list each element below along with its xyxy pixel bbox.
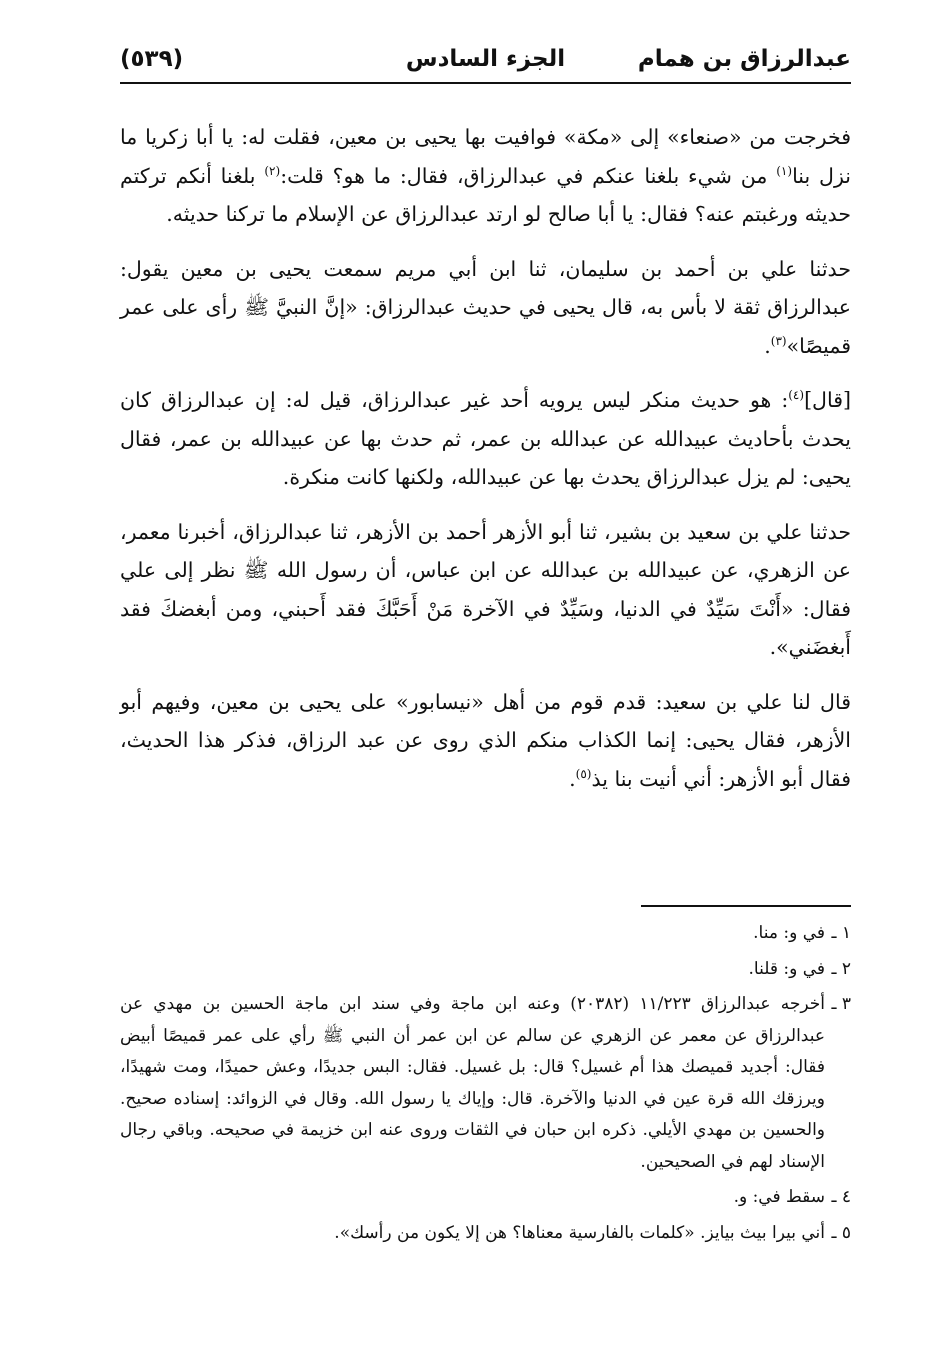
paragraph-text: قال لنا علي بن سعيد: قدم قوم من أهل «نيسابور» على يحيى بن معين، وفيهم أبو الأزهر، فقال يحيى: إنما الكذاب منكم الذي روى عن عبد الرزاق، فذكر هذا الحديث، فقال أبو الأزهر: أني أنيت بنا يذ bbox=[120, 689, 851, 791]
header-volume: الجزء السادس bbox=[405, 46, 566, 72]
paragraph-text: من شيء بلغنا عنكم في عبدالرزاق، فقال: ما هو؟ قلت: bbox=[280, 163, 777, 188]
paragraph-text: . bbox=[764, 333, 771, 358]
paragraph-text: حدثنا علي بن سعيد بن بشير، ثنا أبو الأزهر أحمد بن الأزهر، ثنا عبدالرزاق، أخبرنا معمر، عن الزهري، عن عبيدالله بن عبدالله عن ابن عباس، أن رسول الله ﷺ نظر إلى علي فقال: «أَنْتَ سَيِّدٌ في الدنيا، وسَيِّدٌ في الآخرة مَنْ أَحَبَّكَ فقد أَحبني، ومن أبغضكَ فقد أَبغضَني». bbox=[120, 519, 851, 659]
footnote-number: ٣ ـ bbox=[831, 994, 851, 1014]
paragraph-1 bbox=[120, 118, 851, 234]
page-number: (٥٣٩) bbox=[120, 46, 184, 72]
footnote-number: ٥ ـ bbox=[831, 1222, 851, 1243]
paragraph-text: . bbox=[569, 766, 576, 791]
footnote-ref: (٣) bbox=[770, 333, 787, 348]
paragraph-text: : هو حديث منكر ليس يرويه أحد غير عبدالرزاق، قيل له: إن عبدالرزاق كان يحدث بأحاديث عبيدالله عن عبدالله بن عمر، ثم حدث بها عن عبيدالله بن عمر، فقال يحيى: لم يزل عبدالرزاق يحدث بها عن عبيدالله، ولكنها كانت منكرة. bbox=[120, 388, 851, 489]
footnote-text: في و: منا. bbox=[753, 923, 825, 943]
header-author: عبدالرزاق بن همام bbox=[637, 46, 851, 72]
main-text bbox=[120, 118, 851, 814]
paragraph-3 bbox=[120, 381, 851, 497]
footnote-number: ٤ ـ bbox=[831, 1187, 851, 1207]
paragraph-4 bbox=[120, 513, 851, 667]
footnote-3 bbox=[120, 989, 851, 1178]
footnote-2 bbox=[120, 954, 851, 986]
paragraph-text: فخرجت من «صنعاء» إلى «مكة» فوافيت بها يحيى بن معين، فقلت له: يا أبا زكريا ما نزل بنا bbox=[120, 125, 851, 188]
footnote-text: في و: قلنا. bbox=[748, 958, 825, 979]
paragraph-text: حدثنا علي بن أحمد بن سليمان، ثنا ابن أبي مريم سمعت يحيى بن معين يقول: عبدالرزاق ثقة لا بأس به، قال يحيى في حديث عبدالرزاق: «إنَّ النبيَّ ﷺ رأى على عمر قميصًا» bbox=[120, 256, 851, 358]
footnote-5 bbox=[120, 1218, 851, 1250]
footnote-ref: (٤) bbox=[788, 388, 805, 403]
footnote-text: أني بيرا بيث بيايز. «كلمات بالفارسية معناها؟ هن إلا يكون من رأسك». bbox=[334, 1222, 825, 1243]
footnote-4 bbox=[120, 1182, 851, 1214]
paragraph-text: بلغنا أنكم تركتم حديثه ورغبتم عنه؟ فقال: يا أبا صالح لو ارتد عبدالرزاق عن الإسلام ما تركنا حديثه. bbox=[120, 163, 851, 226]
footnote-text: سقط في: و. bbox=[733, 1187, 825, 1207]
footnote-divider bbox=[641, 905, 851, 907]
paragraph-text: [قال] bbox=[804, 388, 851, 412]
footnote-text: أخرجه عبدالرزاق ١١/٢٢٣ (٢٠٣٨٢) وعنه ابن ماجة وفي سند ابن ماجة الحسين بن مهدي عن عبدالرزاق عن معمر عن الزهري عن سالم عن ابن عمر أن النبي ﷺ رأي على عمر قميصًا أبيض فقال: أجديد قميصك هذا أم غسيل؟ قال: بل غسيل. فقال: البس جديدًا، وعش حميدًا، ومت شهيدًا، ويرزقك الله قرة عين في الدنيا والآخرة. قال: وإياك يا رسول الله. وقال في الزوائد: إسناده صحيح. والحسين بن مهدي الأيلي. ذكره ابن حبان في الثقات وروى عنه ابن خزيمة في صحيحه. وباقي رجال الإسناد لهم في الصحيحين. bbox=[120, 994, 825, 1172]
footnote-ref: (٢) bbox=[264, 163, 281, 178]
running-header bbox=[120, 42, 851, 84]
footnotes bbox=[120, 918, 851, 1253]
footnote-ref: (١) bbox=[776, 163, 793, 178]
footnote-ref: (٥) bbox=[575, 766, 592, 781]
footnote-1 bbox=[120, 918, 851, 950]
paragraph-2 bbox=[120, 250, 851, 366]
paragraph-5 bbox=[120, 683, 851, 799]
footnote-number: ١ ـ bbox=[831, 923, 851, 943]
footnote-number: ٢ ـ bbox=[831, 958, 851, 979]
